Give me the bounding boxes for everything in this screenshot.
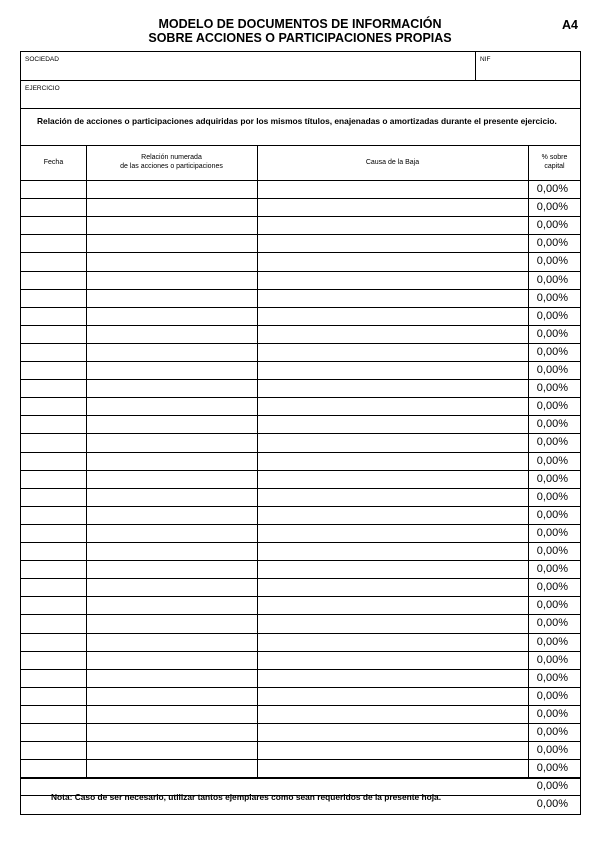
table-row-pct: 0,00% bbox=[536, 273, 568, 286]
row-divider bbox=[21, 488, 580, 489]
table-row-pct: 0,00% bbox=[536, 400, 568, 413]
table-row-pct: 0,00% bbox=[536, 599, 568, 612]
table-row-pct: 0,00% bbox=[536, 201, 568, 214]
table-row-pct: 0,00% bbox=[536, 508, 568, 521]
divider-ejercicio bbox=[21, 108, 580, 109]
table-row-pct: 0,00% bbox=[536, 327, 568, 340]
row-divider bbox=[21, 452, 580, 453]
table-row-pct: 0,00% bbox=[536, 219, 568, 232]
table-row-pct: 0,00% bbox=[536, 291, 568, 304]
table-row-pct: 0,00% bbox=[536, 689, 568, 702]
row-divider bbox=[21, 633, 580, 634]
header-causa: Causa de la Baja bbox=[365, 159, 420, 166]
header-relacion bbox=[86, 153, 257, 171]
table-row-pct: 0,00% bbox=[536, 762, 568, 775]
row-divider bbox=[21, 433, 580, 434]
divider-table-header bbox=[21, 180, 580, 181]
row-divider bbox=[21, 669, 580, 670]
row-divider bbox=[21, 397, 580, 398]
row-divider bbox=[21, 252, 580, 253]
row-divider bbox=[21, 578, 580, 579]
divider-section bbox=[21, 145, 580, 146]
table-row-pct: 0,00% bbox=[536, 726, 568, 738]
table-row-pct: 0,00% bbox=[536, 798, 568, 811]
row-divider bbox=[21, 307, 580, 308]
row-divider bbox=[21, 379, 580, 380]
page-title bbox=[120, 17, 480, 45]
table-row-pct: 0,00% bbox=[536, 183, 568, 195]
form-frame bbox=[20, 51, 581, 815]
table-row-pct: 0,00% bbox=[536, 545, 568, 557]
table-row-pct: 0,00% bbox=[536, 635, 568, 648]
table-row-pct: 0,00% bbox=[536, 364, 568, 376]
row-divider bbox=[21, 415, 580, 416]
table-row-pct: 0,00% bbox=[536, 309, 568, 322]
header-relacion-line-2: de las acciones o participaciones bbox=[120, 163, 223, 170]
header-relacion-line-1: Relación numerada bbox=[141, 154, 202, 161]
table-row-pct: 0,00% bbox=[536, 454, 568, 467]
table-row-pct: 0,00% bbox=[536, 581, 568, 594]
row-divider bbox=[21, 234, 580, 235]
row-divider bbox=[21, 216, 580, 217]
header-pct-line-2: capital bbox=[544, 163, 565, 170]
title-line-1: MODELO DE DOCUMENTOS DE INFORMACIÓN bbox=[158, 17, 442, 31]
form-code: A4 bbox=[562, 18, 578, 32]
row-divider bbox=[21, 741, 580, 742]
table-row-pct: 0,00% bbox=[536, 255, 568, 268]
table-row-pct: 0,00% bbox=[536, 418, 568, 431]
row-divider bbox=[21, 470, 580, 471]
table-row-pct: 0,00% bbox=[536, 526, 568, 539]
header-fecha: Fecha bbox=[43, 159, 64, 166]
row-divider bbox=[21, 542, 580, 543]
row-divider bbox=[21, 723, 580, 724]
column-line-3 bbox=[528, 145, 529, 778]
table-row-pct: 0,00% bbox=[536, 436, 568, 449]
row-divider bbox=[21, 524, 580, 525]
row-divider bbox=[21, 614, 580, 615]
row-divider bbox=[21, 198, 580, 199]
table-row-pct: 0,00% bbox=[536, 617, 568, 630]
table-row-pct: 0,00% bbox=[536, 382, 568, 395]
row-divider bbox=[21, 759, 580, 760]
header-pct bbox=[528, 153, 581, 171]
row-divider bbox=[21, 596, 580, 597]
title-line-2: SOBRE ACCIONES O PARTICIPACIONES PROPIAS bbox=[148, 31, 452, 45]
column-line-1 bbox=[86, 145, 87, 778]
header-pct-line-1: % sobre bbox=[541, 154, 568, 161]
table-row-pct: 0,00% bbox=[536, 671, 568, 684]
table-row-pct: 0,00% bbox=[536, 563, 568, 576]
table-row-pct: 0,00% bbox=[536, 237, 568, 250]
row-divider bbox=[21, 361, 580, 362]
nif-label: NIF bbox=[480, 56, 491, 63]
row-divider bbox=[21, 271, 580, 272]
row-divider bbox=[21, 325, 580, 326]
table-row-pct: 0,00% bbox=[536, 345, 568, 358]
table-row-pct: 0,00% bbox=[536, 490, 568, 503]
table-row-pct: 0,00% bbox=[536, 707, 568, 720]
table-row-pct: 0,00% bbox=[536, 653, 568, 666]
row-divider bbox=[21, 651, 580, 652]
row-divider bbox=[21, 289, 580, 290]
sociedad-label: SOCIEDAD bbox=[25, 56, 59, 63]
section-description: Relación de acciones o participaciones adquiridas por los mismos títulos, enajenadas o amortizadas durante el presente ejercicio. bbox=[37, 116, 557, 126]
table-row-pct: 0,00% bbox=[536, 780, 568, 793]
row-divider bbox=[21, 506, 580, 507]
row-divider bbox=[21, 560, 580, 561]
ejercicio-label: EJERCICIO bbox=[25, 85, 60, 92]
row-divider bbox=[21, 777, 580, 778]
divider-nif bbox=[475, 52, 476, 80]
divider-sociedad bbox=[21, 80, 580, 81]
row-divider bbox=[21, 687, 580, 688]
row-divider bbox=[21, 705, 580, 706]
column-line-2 bbox=[257, 145, 258, 778]
row-divider bbox=[21, 343, 580, 344]
footer-note: Nota: Caso de ser necesario, utilizar tantos ejemplares como sean requeridos de la presente hoja. bbox=[51, 792, 442, 802]
table-row-pct: 0,00% bbox=[536, 472, 568, 485]
table-row-pct: 0,00% bbox=[536, 744, 568, 757]
